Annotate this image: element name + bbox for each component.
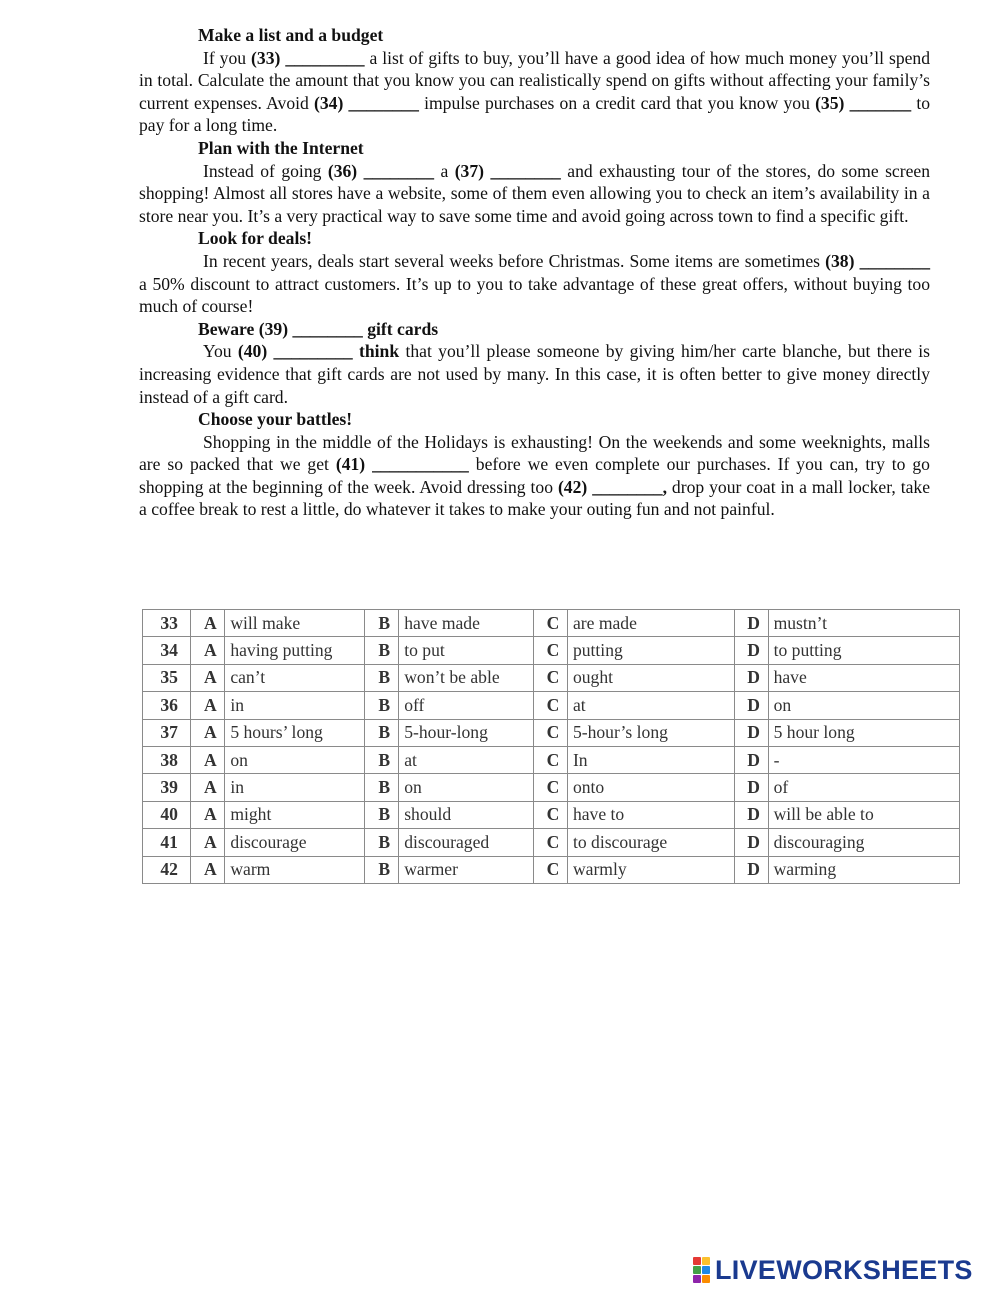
text: a 50% discount to attract customers. It’s up to you to take advantage of these great offers, without buying too much of course!: [139, 273, 930, 317]
option-b-text[interactable]: on: [399, 774, 534, 801]
question-row-39: [143, 774, 960, 801]
option-letter-b: B: [365, 829, 399, 856]
question-number: 34: [143, 637, 191, 664]
option-d-text[interactable]: -: [768, 746, 959, 773]
question-row-37: [143, 719, 960, 746]
option-letter-d: D: [734, 746, 768, 773]
text: Shopping in the middle of the Holidays is exhausting! On the weekends and some weeknights, malls are so packed that we get: [139, 431, 930, 475]
option-letter-a: A: [191, 664, 225, 691]
option-letter-a: A: [191, 774, 225, 801]
paragraph-deals: [139, 250, 930, 318]
answer-options-table: [142, 609, 960, 884]
option-letter-c: C: [533, 746, 567, 773]
option-c-text[interactable]: at: [567, 692, 734, 719]
option-d-text[interactable]: discouraging: [768, 829, 959, 856]
paragraph-gift-cards: [139, 340, 930, 408]
logo-block: [702, 1266, 710, 1274]
option-b-text[interactable]: warmer: [399, 856, 534, 883]
option-letter-a: A: [191, 829, 225, 856]
option-a-text[interactable]: discourage: [225, 829, 365, 856]
paragraph-budget: [139, 47, 930, 137]
option-b-text[interactable]: to put: [399, 637, 534, 664]
text: You: [203, 341, 238, 362]
blank-34: ________: [343, 92, 425, 113]
option-letter-c: C: [533, 856, 567, 883]
blank-41: ___________: [365, 454, 476, 475]
question-number-39: (39): [258, 318, 289, 339]
question-number-34: (34): [314, 92, 344, 113]
text: Instead of going: [203, 160, 328, 181]
question-number: 38: [143, 746, 191, 773]
blank-42: ________,: [587, 476, 672, 497]
liveworksheets-logo-icon: [693, 1257, 711, 1283]
question-row-40: [143, 801, 960, 828]
question-number: 37: [143, 719, 191, 746]
answer-options-body: [143, 610, 960, 884]
option-letter-b: B: [365, 637, 399, 664]
option-letter-c: C: [533, 610, 567, 637]
section-heading-gift-cards: [139, 318, 930, 341]
option-a-text[interactable]: on: [225, 746, 365, 773]
question-row-38: [143, 746, 960, 773]
option-c-text[interactable]: to discourage: [567, 829, 734, 856]
option-d-text[interactable]: mustn’t: [768, 610, 959, 637]
question-row-41: [143, 829, 960, 856]
logo-block: [693, 1266, 701, 1274]
logo-block: [702, 1275, 710, 1283]
option-c-text[interactable]: onto: [567, 774, 734, 801]
section-heading-deals: Look for deals!: [198, 228, 313, 249]
question-number: 36: [143, 692, 191, 719]
option-letter-d: D: [734, 637, 768, 664]
text: impulse purchases on a credit card that you know you: [424, 92, 816, 113]
option-d-text[interactable]: 5 hour long: [768, 719, 959, 746]
section-heading-battles: Choose your battles!: [198, 409, 353, 430]
text: Beware: [198, 318, 259, 339]
option-d-text[interactable]: on: [768, 692, 959, 719]
option-letter-b: B: [365, 664, 399, 691]
logo-block: [693, 1275, 701, 1283]
option-a-text[interactable]: might: [225, 801, 365, 828]
option-letter-b: B: [365, 746, 399, 773]
blank-40: _________ think: [267, 341, 406, 362]
text: and exhausting tour of the stores, do some screen shopping! Almost all stores have a website, some of them even allowing you to check an item’s availability in a store near you. It’s a very practical way to save some time and avoid going across town to find a specific gift.: [139, 160, 931, 226]
question-number-38: (38): [825, 250, 855, 271]
option-d-text[interactable]: to putting: [768, 637, 959, 664]
option-letter-c: C: [533, 719, 567, 746]
option-a-text[interactable]: in: [225, 774, 365, 801]
option-d-text[interactable]: will be able to: [768, 801, 959, 828]
blank-33: _________: [280, 47, 370, 68]
option-b-text[interactable]: off: [399, 692, 534, 719]
option-letter-d: D: [734, 692, 768, 719]
question-number: 39: [143, 774, 191, 801]
option-letter-d: D: [734, 610, 768, 637]
text: gift cards: [367, 318, 439, 339]
text: before we even complete our purchases. If you can, try to go shopping at the beginning of the week. Avoid dressing too: [139, 454, 930, 497]
liveworksheets-logo-text: LIVEWORKSHEETS: [715, 1254, 973, 1285]
blank-38: ________: [854, 250, 930, 271]
option-letter-a: A: [191, 719, 225, 746]
text: a list of gifts to buy, you’ll have a good idea of how much money you’ll spend in total. Calculate the amount that you know you can realistically spend on gifts without affecting your family’s current expenses. Avoid: [139, 47, 931, 113]
question-number: 35: [143, 664, 191, 691]
question-number: 41: [143, 829, 191, 856]
paragraph-battles: [139, 431, 930, 521]
option-b-text[interactable]: have made: [399, 610, 534, 637]
option-letter-d: D: [734, 664, 768, 691]
text: a: [440, 160, 455, 181]
option-c-text[interactable]: ought: [567, 664, 734, 691]
text: to pay for a long time.: [139, 92, 931, 136]
option-letter-b: B: [365, 692, 399, 719]
option-letter-d: D: [734, 856, 768, 883]
option-c-text[interactable]: 5-hour’s long: [567, 719, 734, 746]
option-a-text[interactable]: can’t: [225, 664, 365, 691]
question-number: 42: [143, 856, 191, 883]
question-number-35: (35): [815, 92, 845, 113]
option-a-text[interactable]: warm: [225, 856, 365, 883]
option-letter-d: D: [734, 774, 768, 801]
blank-36: ________: [357, 160, 441, 181]
option-d-text[interactable]: have: [768, 664, 959, 691]
option-c-text[interactable]: have to: [567, 801, 734, 828]
option-c-text[interactable]: warmly: [567, 856, 734, 883]
question-number-33: (33): [251, 47, 281, 68]
option-b-text[interactable]: at: [399, 746, 534, 773]
text: If you: [203, 47, 252, 68]
option-letter-a: A: [191, 746, 225, 773]
option-letter-d: D: [734, 719, 768, 746]
option-letter-c: C: [533, 637, 567, 664]
question-number: 40: [143, 801, 191, 828]
option-letter-d: D: [734, 801, 768, 828]
option-letter-a: A: [191, 637, 225, 664]
section-heading-internet: Plan with the Internet: [198, 137, 364, 158]
option-d-text[interactable]: warming: [768, 856, 959, 883]
option-letter-b: B: [365, 801, 399, 828]
option-a-text[interactable]: having putting: [225, 637, 365, 664]
question-row-35: [143, 664, 960, 691]
question-row-34: [143, 637, 960, 664]
logo-block: [702, 1257, 710, 1265]
article: [139, 24, 930, 521]
option-a-text[interactable]: 5 hours’ long: [225, 719, 365, 746]
option-letter-b: B: [365, 774, 399, 801]
question-number: 33: [143, 610, 191, 637]
option-d-text[interactable]: of: [768, 774, 959, 801]
option-letter-c: C: [533, 774, 567, 801]
option-a-text[interactable]: will make: [225, 610, 365, 637]
option-letter-b: B: [365, 719, 399, 746]
option-a-text[interactable]: in: [225, 692, 365, 719]
option-letter-b: B: [365, 856, 399, 883]
liveworksheets-logo: [693, 1256, 973, 1284]
question-number-37: (37): [454, 160, 484, 181]
blank-39: ________: [288, 318, 368, 339]
text: drop your coat in a mall locker, take a coffee break to rest a little, do whatever it takes to make your outing fun and not painful.: [139, 476, 931, 520]
blank-35: _______: [844, 92, 917, 113]
option-letter-a: A: [191, 692, 225, 719]
text: In recent years, deals start several weeks before Christmas. Some items are sometimes: [203, 250, 826, 271]
section-heading-budget: Make a list and a budget: [198, 25, 384, 45]
option-b-text[interactable]: discouraged: [399, 829, 534, 856]
option-c-text[interactable]: In: [567, 746, 734, 773]
option-b-text[interactable]: won’t be able: [399, 664, 534, 691]
option-letter-c: C: [533, 829, 567, 856]
option-letter-c: C: [533, 801, 567, 828]
option-letter-b: B: [365, 610, 399, 637]
paragraph-internet: [139, 160, 930, 228]
option-letter-a: A: [191, 856, 225, 883]
option-b-text[interactable]: 5-hour-long: [399, 719, 534, 746]
question-number-36: (36): [327, 160, 358, 181]
option-letter-a: A: [191, 610, 225, 637]
option-letter-d: D: [734, 829, 768, 856]
blank-37: ________: [484, 160, 568, 181]
option-letter-a: A: [191, 801, 225, 828]
text: that you’ll please someone by giving him/her carte blanche, but there is increasing evidence that gift cards are not used by many. In this case, it is often better to give money directly instead of a gift card.: [139, 341, 930, 407]
option-c-text[interactable]: putting: [567, 637, 734, 664]
option-c-text[interactable]: are made: [567, 610, 734, 637]
option-letter-c: C: [533, 664, 567, 691]
question-row-33: [143, 610, 960, 637]
option-b-text[interactable]: should: [399, 801, 534, 828]
question-number-41: (41): [335, 454, 366, 475]
question-number-40: (40): [237, 341, 268, 362]
question-row-42: [143, 856, 960, 883]
logo-block: [693, 1257, 701, 1265]
question-row-36: [143, 692, 960, 719]
option-letter-c: C: [533, 692, 567, 719]
question-number-42: (42): [557, 476, 588, 497]
